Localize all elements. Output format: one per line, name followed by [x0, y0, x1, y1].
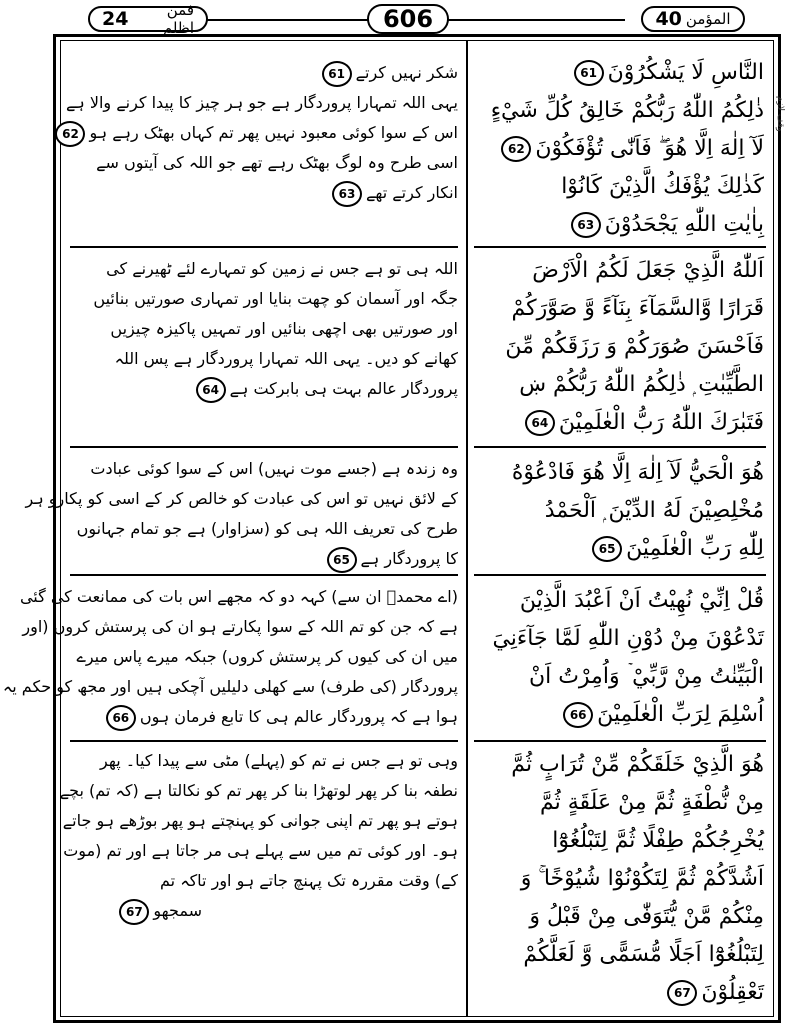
arabic-line: مِنْ نُّطْفَةٍ ثُمَّ مِنْ عَلَقَةٍ ثُمَّ — [540, 790, 764, 815]
ayah-marker: 63 — [571, 212, 601, 238]
arabic-line: الْبَيِّنٰتُ مِنْ رَّبِّيْ ۡ وَاُمِرْتُ اَنْ — [528, 664, 764, 689]
arabic-line: النَّاسِ لَا يَشْكُرُوْنَ61 — [470, 54, 770, 92]
urdu-line: نطفہ بنا کر پھر لوتھڑا بنا کر پھر تم کو نکالتا ہے (کہ تم) بچے — [59, 781, 458, 800]
arabic-line: مِنْكُمْ مَّنْ يُّتَوَفّٰى مِنْ قَبْلُ وَ — [529, 904, 764, 929]
arabic-line: لَآ اِلٰهَ اِلَّا هُوَ ۖ فَاَنّٰى تُؤْفَكُوْنَ62 — [470, 130, 770, 168]
urdu-passage-2 — [64, 254, 462, 404]
part-label — [88, 1, 208, 37]
passage-separator — [474, 740, 766, 742]
ayah-marker: 66 — [106, 705, 136, 731]
urdu-line: انکار کرتے تھے63 — [64, 178, 462, 208]
arabic-line: قَرَارًا وَّالسَّمَآءَ بِنَآءً وَّ صَوَّرَكُمْ — [511, 296, 764, 321]
passage-separator — [70, 246, 458, 248]
part-number: 24 — [102, 8, 129, 30]
arabic-line: اَشُدَّكُمْ ثُمَّ لِتَكُوْنُوْا شُيُوْخًا ۚ وَ — [520, 866, 764, 891]
urdu-line: وہی تو ہے جس نے تم کو (پہلے) مٹی سے پیدا کیا۔ پھر — [99, 751, 458, 770]
column-divider — [466, 41, 468, 1016]
urdu-passage-5 — [59, 746, 462, 926]
passage-separator — [70, 446, 458, 448]
margin-note: وقف لازم — [775, 96, 785, 132]
passage-separator — [70, 740, 458, 742]
part-name: فمن اظلم — [162, 1, 194, 37]
urdu-line: طرح کی تعریف اللہ ہی کو (سزاوار) ہے جو تمام جہانوں — [76, 519, 458, 538]
ayah-marker: 63 — [332, 181, 362, 207]
arabic-line: ذٰلِكُمُ اللّٰهُ رَبُّكُمْ خَالِقُ كُلِّ شَيْءٍ — [490, 98, 764, 123]
arabic-line: اَللّٰهُ الَّذِيْ جَعَلَ لَكُمُ الْاَرْضَ — [532, 258, 764, 283]
surah-name: المؤمن — [685, 10, 731, 28]
urdu-line: اللہ ہی تو ہے جس نے زمین کو تمہارے لئے ٹھیرنے کی — [106, 259, 458, 278]
urdu-line: ہوتے ہو پھر تم اپنی جوانی کو پہنچتے ہو پھر بوڑھے ہو جاتے — [62, 811, 458, 830]
urdu-line: جگہ اور آسمان کو چھت بنایا اور تمہاری صورتیں بنائیں — [93, 289, 458, 308]
arabic-line: فَتَبٰرَكَ اللّٰهُ رَبُّ الْعٰلَمِيْنَ64 — [470, 404, 770, 442]
urdu-line: اور صورتیں بھی اچھی بنائیں اور تمہیں پاکیزہ چیزیں — [110, 319, 458, 338]
urdu-line: ہو۔ اور کوئی تم میں سے پہلے ہی مر جاتا ہے اور تم (موت — [63, 841, 458, 860]
arabic-line: بِاٰيٰتِ اللّٰهِ يَجْحَدُوْنَ63 — [470, 206, 770, 244]
ayah-marker: 67 — [667, 980, 697, 1006]
urdu-line: اسی طرح وہ لوگ بھٹک رہے تھے جو اللہ کی آیتوں سے — [96, 153, 458, 172]
urdu-passage-4 — [2, 582, 462, 732]
arabic-line: تَدْعُوْنَ مِنْ دُوْنِ اللّٰهِ لَمَّا جَآءَنِيَ — [492, 626, 764, 651]
arabic-line: هُوَ الْحَيُّ لَآ اِلٰهَ اِلَّا هُوَ فَادْعُوْهُ — [511, 460, 764, 485]
urdu-line: کے لائق نہیں تو اس کی عبادت کو خالص کر کے اسی کو پکارو ہر — [25, 489, 458, 508]
surah-number: 40 — [655, 8, 682, 30]
arabic-passage-1 — [470, 54, 770, 244]
ayah-marker: 65 — [592, 536, 622, 562]
ayah-marker: 64 — [525, 410, 555, 436]
page-number: 606 — [368, 4, 448, 34]
urdu-line: وہ زندہ ہے (جسے موت نہیں) اس کے سوا کوئی عبادت — [90, 459, 458, 478]
arabic-passage-2 — [470, 252, 770, 442]
arabic-line: يُخْرِجُكُمْ طِفْلًا ثُمَّ لِتَبْلُغُوْٓا — [552, 828, 764, 853]
arabic-passage-3 — [470, 454, 770, 568]
surah-label — [628, 4, 758, 34]
header-rule-left — [200, 19, 370, 21]
passage-separator — [474, 574, 766, 576]
urdu-line: پروردگار عالم بہت ہی بابرکت ہے64 — [64, 374, 462, 404]
urdu-line: اس کے سوا کوئی معبود نہیں پھر تم کہاں بھٹک رہے ہو62 — [64, 118, 462, 148]
urdu-line: کا پروردگار ہے65 — [64, 544, 462, 574]
urdu-line: میں ان کی کیوں کر پرستش کروں) جبکہ میرے پاس میرے — [76, 647, 458, 666]
ayah-marker: 64 — [196, 377, 226, 403]
header-rule-right — [445, 19, 625, 21]
ayah-marker: 61 — [574, 60, 604, 86]
urdu-line: (اے محمدؐ ان سے) کہہ دو کہ مجھے اس بات کی ممانعت کی گئی — [19, 587, 458, 606]
arabic-passage-4 — [470, 582, 770, 734]
arabic-line: مُخْلِصِيْنَ لَهُ الدِّيْنَ ۭ اَلْحَمْدُ — [544, 498, 764, 523]
ayah-marker: 65 — [327, 547, 357, 573]
arabic-line: لِلّٰهِ رَبِّ الْعٰلَمِيْنَ65 — [470, 530, 770, 568]
arabic-line: كَذٰلِكَ يُؤْفَكُ الَّذِيْنَ كَانُوْا — [561, 174, 764, 199]
urdu-line: پروردگار (کی طرف) سے کھلی دلیلیں آچکی ہیں اور مجھ کو حکم یہ — [2, 677, 458, 696]
arabic-line: فَاَحْسَنَ صُوَرَكُمْ وَ رَزَقَكُمْ مِّنَ — [505, 334, 764, 359]
arabic-line: تَعْقِلُوْنَ67 — [470, 974, 770, 1012]
urdu-passage-3 — [25, 454, 462, 574]
arabic-line: هُوَ الَّذِيْ خَلَقَكُمْ مِّنْ تُرَابٍ ثُمَّ — [511, 752, 764, 777]
ayah-marker: 62 — [501, 136, 531, 162]
urdu-line: سمجھو67 — [64, 896, 462, 926]
ayah-marker: 67 — [119, 899, 149, 925]
ayah-marker: 62 — [55, 121, 85, 147]
ayah-marker: 66 — [563, 702, 593, 728]
urdu-passage-1 — [64, 58, 462, 208]
urdu-line: شکر نہیں کرتے61 — [64, 58, 462, 88]
passage-separator — [474, 446, 766, 448]
arabic-line: قُلْ اِنِّيْ نُهِيْتُ اَنْ اَعْبُدَ الَّذِيْنَ — [519, 588, 764, 613]
ayah-marker: 61 — [322, 61, 352, 87]
urdu-line: ہوا ہے کہ پروردگار عالم ہی کا تابع فرمان ہوں66 — [64, 702, 462, 732]
arabic-line: اُسْلِمَ لِرَبِّ الْعٰلَمِيْنَ66 — [470, 696, 770, 734]
passage-separator — [474, 246, 766, 248]
urdu-line: کھانے کو دیں۔ یہی اللہ تمہارا پروردگار ہے پس اللہ — [114, 349, 458, 368]
arabic-line: الطَّيِّبٰتِ ۭ ذٰلِكُمُ اللّٰهُ رَبُّكُمْ ښ — [519, 372, 764, 397]
arabic-line: لِتَبْلُغُوْٓا اَجَلًا مُّسَمًّى وَّ لَعَلَّكُمْ — [523, 942, 764, 967]
urdu-line: کے) وقت مقررہ تک پہنچ جاتے ہو اور تاکہ تم — [160, 871, 458, 890]
arabic-passage-5 — [470, 746, 770, 1012]
urdu-line: یہی اللہ تمہارا پروردگار ہے جو ہر چیز کا پیدا کرنے والا ہے — [66, 93, 458, 112]
passage-separator — [70, 574, 458, 576]
urdu-line: ہے کہ جن کو تم اللہ کے سوا پکارتے ہو ان کی پرستش کروں (اور — [22, 617, 458, 636]
